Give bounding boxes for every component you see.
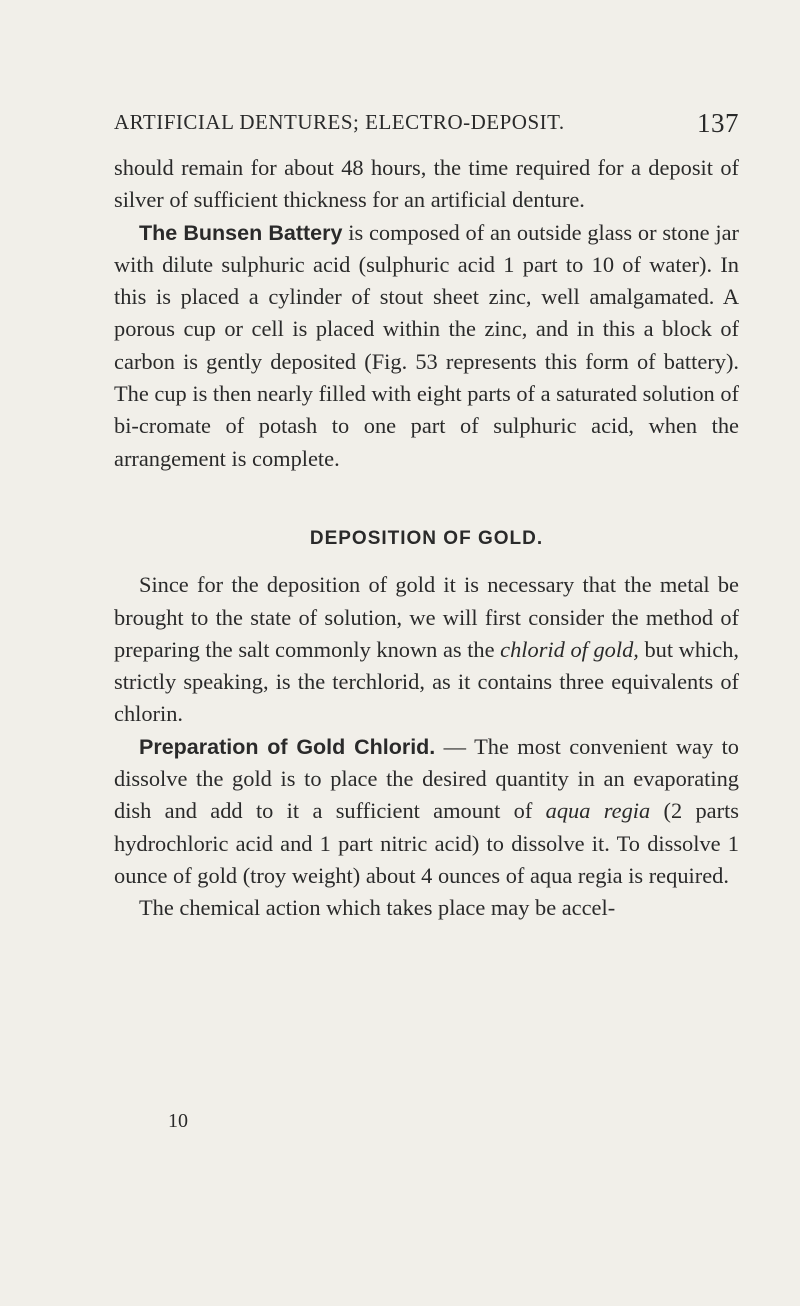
paragraph-text: is composed of an outside glass or stone jar with dilute sulphuric acid (sulphuric acid 1 part to 10 of water). In this is placed a cylinder of stout sheet zinc, well amalgamated. A porous cup or cell is placed within the zinc, and in this a block of carbon is gently deposited (Fig. 53 represents this form of battery). The cup is then nearly filled with eight parts of a saturated solution of bi-cromate of potash to one part of sulphuric acid, when the arrangement is complete.: [114, 219, 739, 471]
paragraph-text: should remain for about 48 hours, the time required for a deposit of silver of sufficient thickness for an artificial denture.: [114, 155, 739, 213]
run-in-heading: Preparation of Gold Chlorid.: [139, 734, 436, 759]
paragraph-bunsen-battery: [114, 217, 739, 475]
paragraph-text: Since for the deposition of gold it is necessary that the metal be brought to the state of solution, we will first consider the method of preparing the salt commonly known as the: [114, 572, 739, 662]
italic-term: aqua regia: [545, 798, 651, 824]
run-in-heading: The Bunsen Battery: [139, 220, 343, 245]
paragraph-text: The chemical action which takes place may be accel-: [139, 895, 616, 921]
paragraph-continued: [114, 152, 739, 217]
body-text: [114, 152, 739, 925]
signature-mark: 10: [168, 1110, 188, 1132]
paragraph-text: — The most convenient way to dissolve the gold is to place the desired quantity in an evaporating dish and add to it a sufficient amount of: [114, 733, 739, 824]
paragraph-gold-chlorid: [114, 731, 739, 892]
italic-term: chlorid of gold,: [500, 636, 639, 662]
running-title: ARTIFICIAL DENTURES; ELECTRO-DEPOSIT.: [114, 110, 565, 134]
page-number: 137: [697, 108, 739, 138]
running-head: [114, 108, 739, 138]
paragraph-chemical-action: [114, 892, 739, 924]
paragraph-text: but which, strictly speaking, is the terchlorid, as it contains three equivalents of chlorin.: [114, 636, 740, 727]
section-title: DEPOSITION OF GOLD.: [309, 527, 544, 549]
paragraph-text: (2 parts hydrochloric acid and 1 part nitric acid) to dissolve it. To dissolve 1 ounce of gold (troy weight) about 4 ounces of aqua regia is required.: [114, 798, 740, 888]
paragraph-gold-solution: [114, 569, 739, 730]
